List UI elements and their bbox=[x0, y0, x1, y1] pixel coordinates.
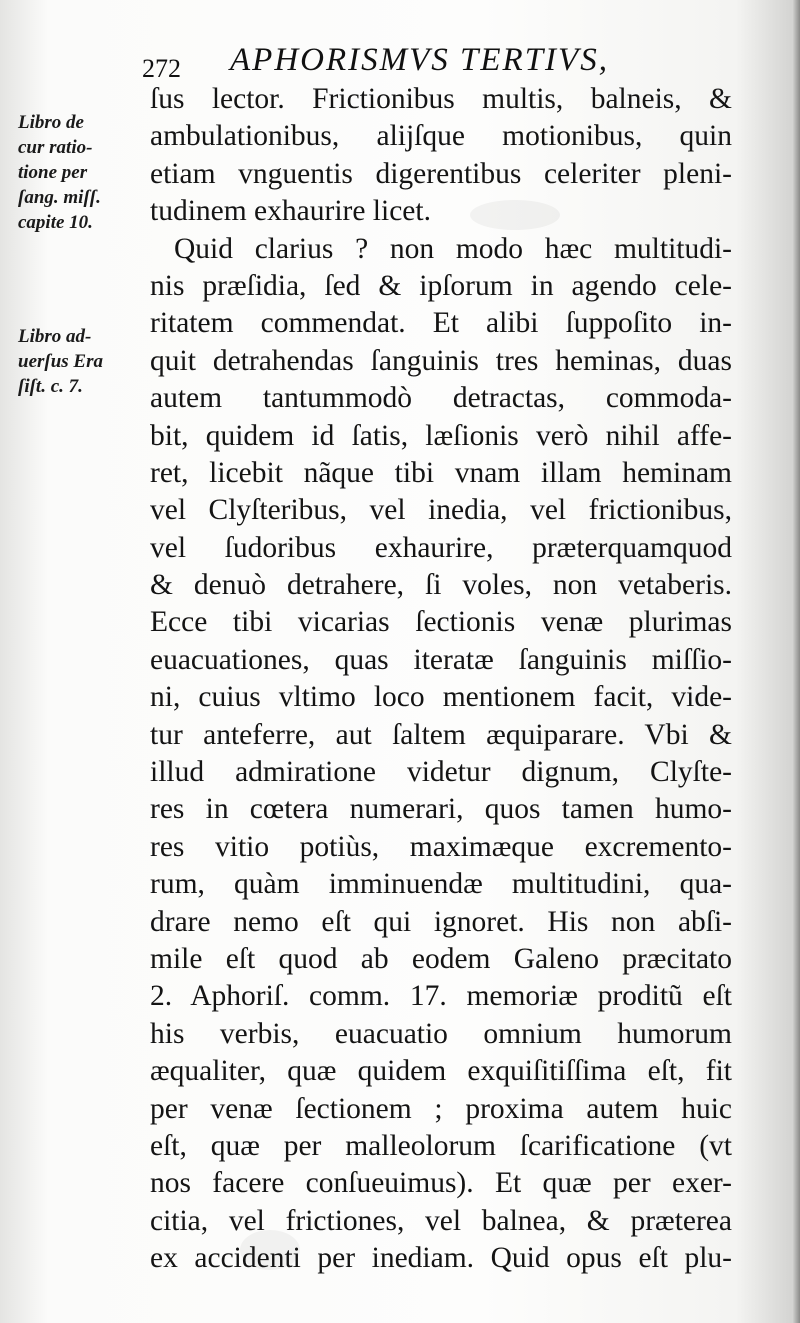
running-head-title: APHORISMVS TERTIVS, bbox=[230, 42, 609, 78]
margin-note-1 bbox=[18, 110, 148, 235]
text-line: ambulationibus, alijſque motionibus, quin bbox=[150, 120, 732, 153]
text-line: bit, quidem id ſatis, læſionis verò nihil affe- bbox=[150, 419, 732, 452]
margin-note-line: uerſus Era bbox=[18, 351, 103, 372]
text-line: tudinem exhaurire licet. bbox=[150, 195, 431, 228]
text-line: nos facere conſueuimus). Et quæ per exer- bbox=[150, 1167, 732, 1200]
text-line: æqualiter, quæ quidem exquiſitiſſima eſt, fit bbox=[150, 1055, 732, 1088]
text-line: res vitio potiùs, maximæque excremento- bbox=[150, 830, 732, 863]
text-line: per venæ ſectionem ; proxima autem huic bbox=[150, 1092, 732, 1125]
text-line: ſus lector. Frictionibus multis, balneis, & bbox=[150, 83, 732, 115]
text-line: euacuationes, quas iteratæ ſanguinis miſſio- bbox=[150, 643, 732, 676]
body-text bbox=[150, 81, 732, 1278]
text-line: Quid clarius ? non modo hæc multitudi- bbox=[174, 232, 732, 265]
margin-note-line: Libro de bbox=[18, 112, 84, 133]
text-line: etiam vnguentis digerentibus celeriter pleni- bbox=[150, 157, 732, 190]
text-line: mile eſt quod ab eodem Galeno præcitato bbox=[150, 942, 732, 975]
page-number: 272 bbox=[142, 54, 181, 83]
text-line: tur anteferre, aut ſaltem æquiparare. Vbi & bbox=[150, 718, 732, 751]
margin-note-line: capite 10. bbox=[18, 212, 93, 233]
margin-note-line: cur ratio- bbox=[18, 137, 93, 158]
text-line: ritatem commendat. Et alibi ſuppoſito in- bbox=[150, 307, 732, 340]
text-line: & denuò detrahere, ſi voles, non vetaberis. bbox=[150, 569, 732, 602]
page-edge-shadow bbox=[792, 0, 800, 1323]
text-line: rum, quàm imminuendæ multitudini, qua- bbox=[150, 868, 732, 901]
text-line: quit detrahendas ſanguinis tres heminas, duas bbox=[150, 344, 732, 377]
text-line: illud admiratione videtur dignum, Clyſte- bbox=[150, 756, 732, 789]
margin-note-line: ſang. miſſ. bbox=[18, 187, 101, 208]
text-line: his verbis, euacuatio omnium humorum bbox=[150, 1017, 732, 1050]
text-line: citia, vel frictiones, vel balnea, & præterea bbox=[150, 1204, 732, 1237]
margin-note-line: ſiſt. c. 7. bbox=[18, 376, 83, 397]
text-line: vel Clyſteribus, vel inedia, vel frictionibus, bbox=[150, 494, 732, 527]
text-line: ni, cuius vltimo loco mentionem facit, vide- bbox=[150, 681, 732, 714]
text-line: drare nemo eſt qui ignoret. His non abſi- bbox=[150, 905, 732, 938]
text-line: ex accidenti per inediam. Quid opus eſt plu- bbox=[150, 1242, 732, 1275]
text-line: res in cœtera numerari, quos tamen humo- bbox=[150, 793, 732, 826]
text-line: nis præſidia, ſed & ipſorum in agendo cele- bbox=[150, 269, 732, 302]
margin-note-2 bbox=[18, 324, 148, 399]
text-line: ret, licebit nãque tibi vnam illam heminam bbox=[150, 456, 732, 489]
text-line: eſt, quæ per malleolorum ſcarificatione (vt bbox=[150, 1129, 732, 1162]
margin-note-line: tione per bbox=[18, 162, 88, 183]
margin-note-line: Libro ad- bbox=[18, 326, 92, 347]
text-line: Ecce tibi vicarias ſectionis venæ plurimas bbox=[150, 606, 732, 639]
text-line: vel ſudoribus exhaurire, præterquamquod bbox=[150, 531, 732, 564]
text-line: autem tantummodò detractas, commoda- bbox=[150, 382, 732, 415]
text-line: 2. Aphoriſ. comm. 17. memoriæ proditũ eſt bbox=[150, 980, 732, 1013]
